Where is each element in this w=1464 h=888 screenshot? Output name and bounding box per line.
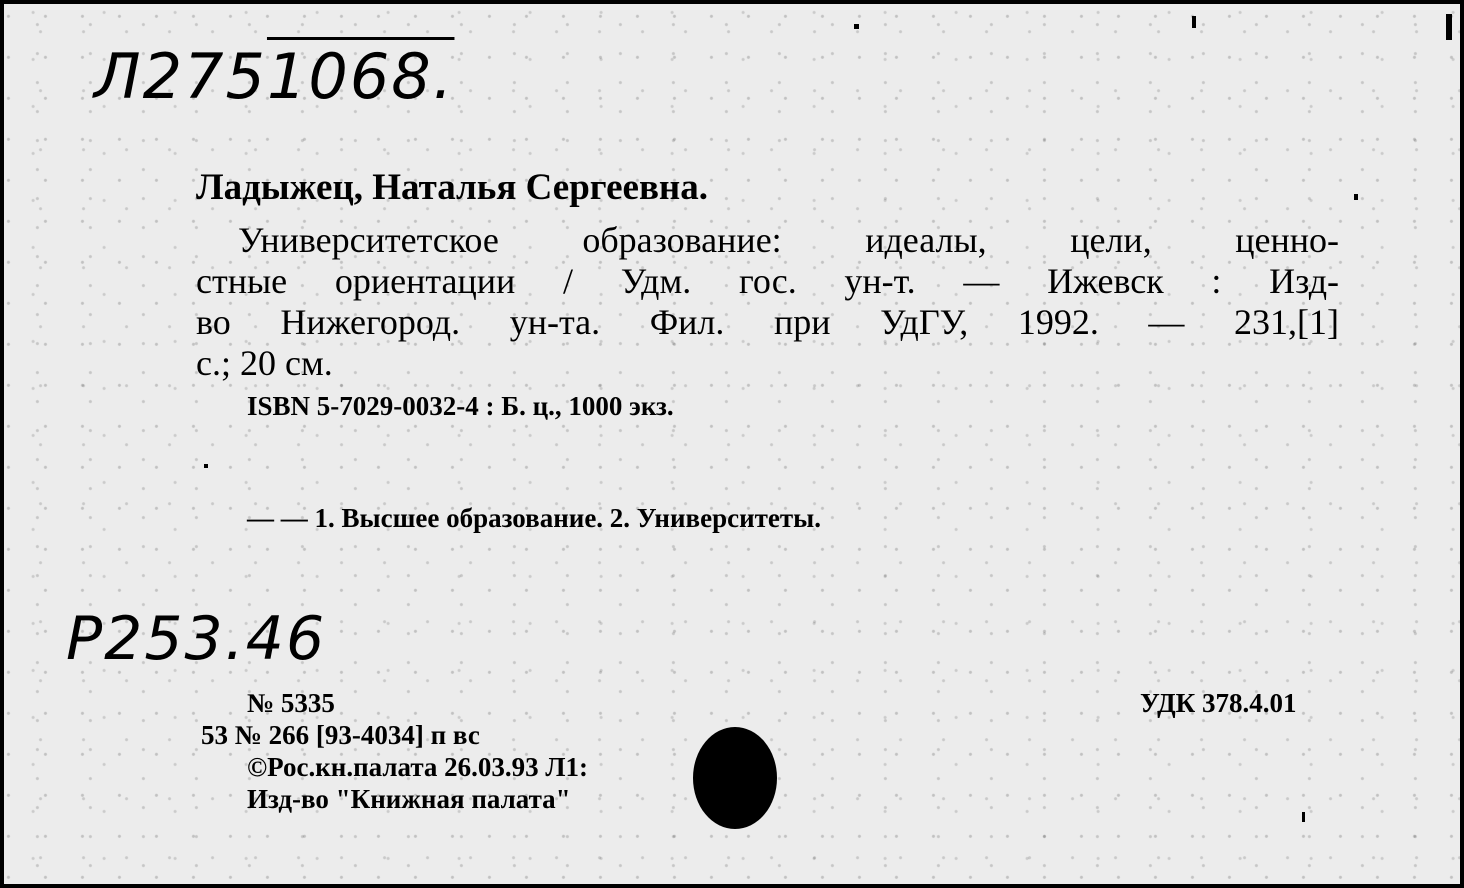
description-line: стные ориентации / Удм. гос. ун-т. — Ижевск : Изд- bbox=[196, 261, 1339, 301]
scan-speck bbox=[1302, 812, 1305, 822]
author-heading: Ладыжец, Наталья Сергеевна. bbox=[196, 167, 709, 208]
call-number-handwritten-bottom: Р253.46 bbox=[66, 604, 327, 674]
scan-speck bbox=[1446, 14, 1452, 40]
punch-hole bbox=[693, 727, 777, 829]
isbn-line: ISBN 5-7029-0032-4 : Б. ц., 1000 экз. bbox=[247, 391, 674, 421]
description-line: Университетское образование: идеалы, цели, ценно- bbox=[238, 220, 1339, 260]
bibliographic-description bbox=[196, 220, 1339, 384]
call-number-handwritten-top bbox=[94, 40, 454, 113]
card-copyright: ©Рос.кн.палата 26.03.93 Л1: bbox=[247, 752, 589, 782]
description-line: во Нижегород. ун-та. Фил. при УдГУ, 1992. — 231,[1] bbox=[196, 302, 1339, 342]
call-number-suffix: 1068. bbox=[266, 40, 455, 113]
card-record: 53 № 266 [93-4034] п вс bbox=[201, 720, 480, 750]
card-publisher: Изд-во "Книжная палата" bbox=[247, 784, 571, 814]
scan-speck bbox=[1192, 16, 1196, 28]
card-number: № 5335 bbox=[247, 688, 335, 718]
scan-speck bbox=[1354, 194, 1358, 200]
subject-headings: — — 1. Высшее образование. 2. Университеты. bbox=[247, 503, 821, 533]
udk-classification: УДК 378.4.01 bbox=[1140, 688, 1297, 718]
card-production-info bbox=[201, 687, 588, 815]
scan-speck bbox=[204, 464, 208, 468]
scan-speck bbox=[854, 24, 859, 29]
call-number-prefix: Л275 bbox=[94, 40, 267, 113]
description-line: с.; 20 см. bbox=[196, 343, 333, 383]
